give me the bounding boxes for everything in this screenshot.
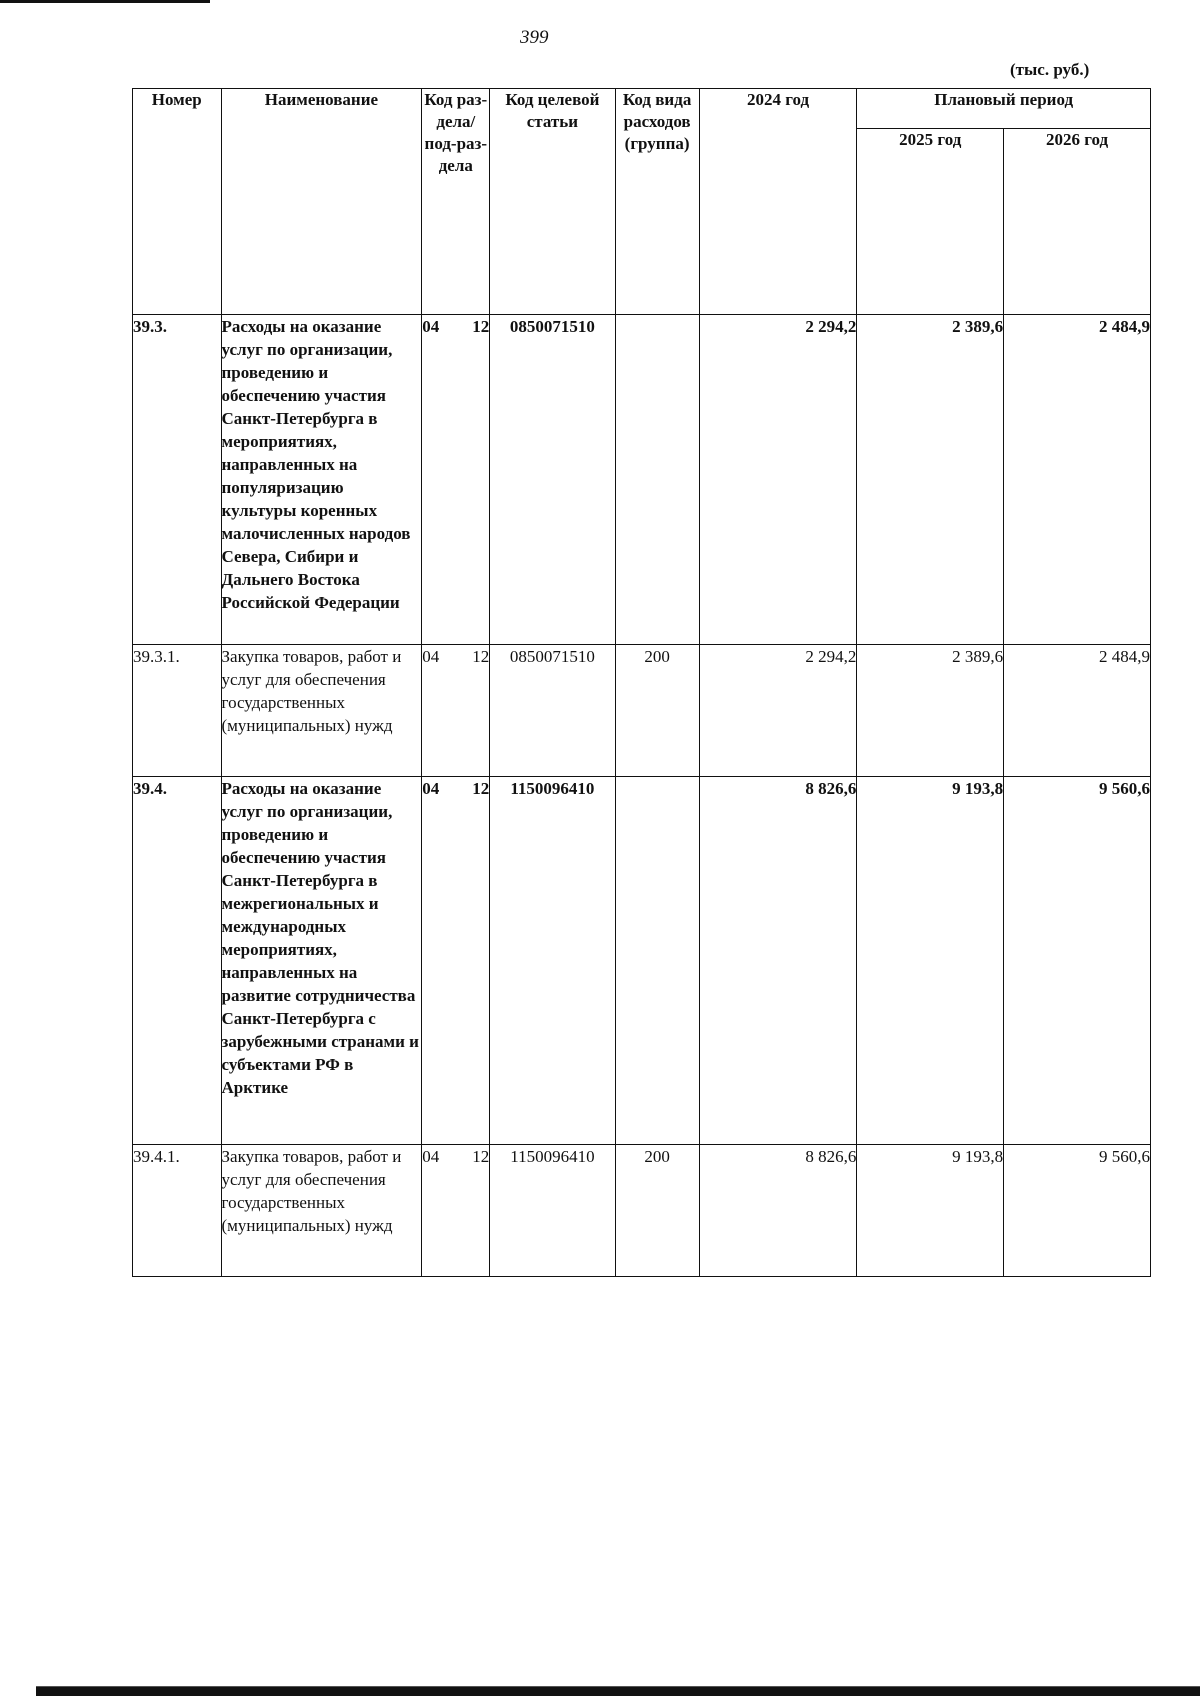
cell-section: 04 [422,1147,440,1166]
cell-section-code [422,315,490,645]
table-row [133,1145,1151,1277]
header-year-2024: 2024 год [699,89,857,315]
cell-amount-2026: 9 560,6 [1004,777,1151,1145]
cell-amount-2026: 2 484,9 [1004,645,1151,777]
cell-section-code [422,645,490,777]
cell-amount-2024: 8 826,6 [699,777,857,1145]
cell-section-code [422,777,490,1145]
scan-edge-top [0,0,210,3]
table-body [133,315,1151,1277]
cell-number: 39.3. [133,315,222,645]
cell-amount-2024: 8 826,6 [699,1145,857,1277]
cell-target-code: 1150096410 [490,1145,615,1277]
header-target-code: Код целевой статьи [490,89,615,315]
cell-amount-2026: 9 560,6 [1004,1145,1151,1277]
cell-subsection: 12 [472,317,490,336]
header-expense-kind: Код вида расходов (группа) [615,89,699,315]
cell-expense-kind [615,315,699,645]
cell-section: 04 [422,317,440,336]
cell-subsection: 12 [472,647,490,666]
cell-amount-2025: 9 193,8 [857,1145,1004,1277]
cell-amount-2025: 9 193,8 [857,777,1004,1145]
cell-number: 39.4. [133,777,222,1145]
cell-subsection: 12 [472,1147,490,1166]
cell-subsection: 12 [472,779,490,798]
cell-section: 04 [422,779,440,798]
cell-amount-2024: 2 294,2 [699,645,857,777]
units-label: (тыс. руб.) [1010,60,1090,79]
budget-table [132,88,1151,1277]
cell-amount-2025: 2 389,6 [857,315,1004,645]
header-section-code-text: Код раз-дела/ под-раз-дела [424,90,488,175]
page-number: 399 [520,27,549,48]
cell-section-code [422,1145,490,1277]
header-year-2025: 2025 год [857,129,1004,315]
cell-section: 04 [422,647,440,666]
cell-expense-kind: 200 [615,1145,699,1277]
cell-expense-kind [615,777,699,1145]
cell-target-code: 1150096410 [490,777,615,1145]
cell-amount-2024: 2 294,2 [699,315,857,645]
table-row [133,315,1151,645]
table-header [133,89,1151,315]
cell-amount-2026: 2 484,9 [1004,315,1151,645]
cell-amount-2025: 2 389,6 [857,645,1004,777]
cell-number: 39.4.1. [133,1145,222,1277]
header-number: Номер [133,89,222,315]
cell-name: Расходы на оказание услуг по организации, проведению и обеспечению участия Санкт-Петербурга в межрегиональных и международных мероприятиях, направленных на развитие сотрудничества Санкт-Петербурга с зарубежными странами и субъектами РФ в Арктике [221,777,422,1145]
table-row [133,777,1151,1145]
cell-target-code: 0850071510 [490,645,615,777]
cell-name: Расходы на оказание услуг по организации, проведению и обеспечению участия Санкт-Петербурга в мероприятиях, направленных на популяризацию культуры коренных малочисленных народов Севера, Сибири и Дальнего Востока Российской Федерации [221,315,422,645]
cell-expense-kind: 200 [615,645,699,777]
header-year-2026: 2026 год [1004,129,1151,315]
header-section-code [422,89,490,315]
header-planned-period: Плановый период [857,89,1151,129]
cell-number: 39.3.1. [133,645,222,777]
cell-name: Закупка товаров, работ и услуг для обеспечения государственных (муниципальных) нужд [221,1145,422,1277]
cell-target-code: 0850071510 [490,315,615,645]
cell-name: Закупка товаров, работ и услуг для обеспечения государственных (муниципальных) нужд [221,645,422,777]
table-row [133,645,1151,777]
header-name: Наименование [221,89,422,315]
